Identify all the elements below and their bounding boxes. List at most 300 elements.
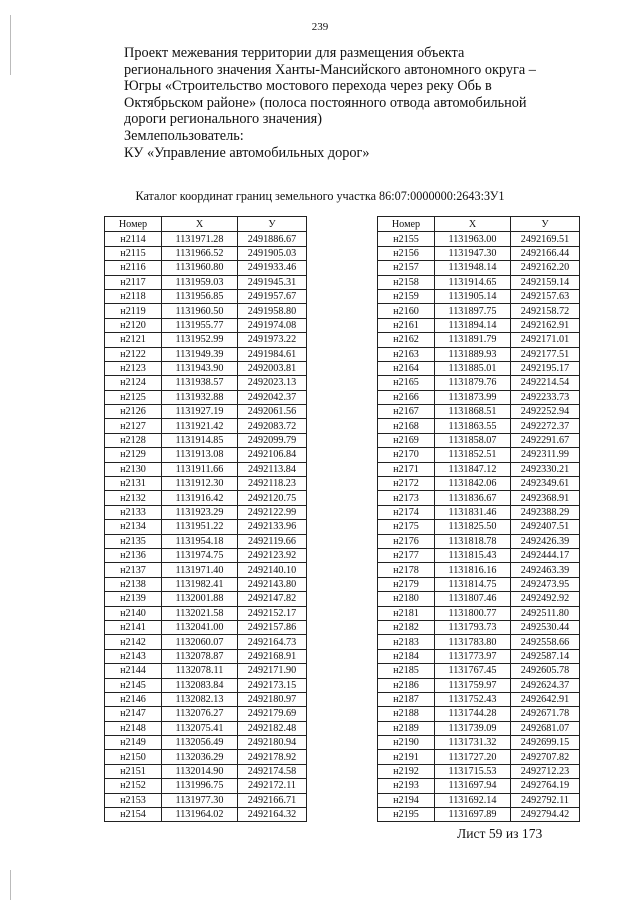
- point-number: н2138: [105, 577, 162, 591]
- table-row: [105, 232, 307, 246]
- x-coordinate: 1131959.03: [162, 275, 238, 289]
- x-coordinate: 1131759.97: [435, 678, 511, 692]
- point-number: н2170: [378, 448, 435, 462]
- title-line: Проект межевания территории для размещения объекта: [124, 45, 465, 61]
- table-row: [105, 505, 307, 519]
- point-number: н2155: [378, 232, 435, 246]
- table-row: [105, 548, 307, 562]
- table-row: [105, 304, 307, 318]
- x-coordinate: 1132060.07: [162, 635, 238, 649]
- point-number: н2189: [378, 721, 435, 735]
- point-number: н2158: [378, 275, 435, 289]
- table-row: [378, 462, 580, 476]
- x-coordinate: 1131697.89: [435, 808, 511, 822]
- table-row: [378, 606, 580, 620]
- point-number: н2116: [105, 261, 162, 275]
- table-row: [105, 491, 307, 505]
- header-number: Номер: [105, 217, 162, 232]
- y-coordinate: 2492642.91: [511, 692, 580, 706]
- y-coordinate: 2492143.80: [238, 577, 307, 591]
- point-number: н2183: [378, 635, 435, 649]
- point-number: н2125: [105, 390, 162, 404]
- point-number: н2157: [378, 261, 435, 275]
- point-number: н2188: [378, 707, 435, 721]
- y-coordinate: 2492164.73: [238, 635, 307, 649]
- point-number: н2149: [105, 736, 162, 750]
- table-row: [378, 577, 580, 591]
- point-number: н2184: [378, 649, 435, 663]
- table-row: [105, 246, 307, 260]
- table-header-row: [105, 217, 307, 232]
- point-number: н2135: [105, 534, 162, 548]
- title-line: Октябрьском районе» (полоса постоянного отвода автомобильной: [124, 94, 527, 111]
- table-row: [378, 750, 580, 764]
- table-row: [378, 678, 580, 692]
- point-number: н2187: [378, 692, 435, 706]
- point-number: н2153: [105, 793, 162, 807]
- table-row: [378, 520, 580, 534]
- point-number: н2119: [105, 304, 162, 318]
- point-number: н2118: [105, 289, 162, 303]
- y-coordinate: 2492311.99: [511, 448, 580, 462]
- y-coordinate: 2491958.80: [238, 304, 307, 318]
- y-coordinate: 2492444.17: [511, 548, 580, 562]
- y-coordinate: 2492605.78: [511, 664, 580, 678]
- x-coordinate: 1132083.84: [162, 678, 238, 692]
- table-row: [105, 318, 307, 332]
- point-number: н2190: [378, 736, 435, 750]
- x-coordinate: 1131948.14: [435, 261, 511, 275]
- y-coordinate: 2492162.91: [511, 318, 580, 332]
- x-coordinate: 1132041.00: [162, 620, 238, 634]
- table-row: [105, 390, 307, 404]
- point-number: н2142: [105, 635, 162, 649]
- x-coordinate: 1131894.14: [435, 318, 511, 332]
- table-row: [105, 520, 307, 534]
- y-coordinate: 2492179.69: [238, 707, 307, 721]
- y-coordinate: 2492157.63: [511, 289, 580, 303]
- table-row: [105, 664, 307, 678]
- y-coordinate: 2492388.29: [511, 505, 580, 519]
- table-row: [105, 477, 307, 491]
- table-row: [105, 376, 307, 390]
- point-number: н2150: [105, 750, 162, 764]
- point-number: н2178: [378, 563, 435, 577]
- point-number: н2182: [378, 620, 435, 634]
- x-coordinate: 1131952.99: [162, 333, 238, 347]
- point-number: н2163: [378, 347, 435, 361]
- y-coordinate: 2492172.11: [238, 779, 307, 793]
- y-coordinate: 2492178.92: [238, 750, 307, 764]
- y-coordinate: 2492624.37: [511, 678, 580, 692]
- x-coordinate: 1131852.51: [435, 448, 511, 462]
- x-coordinate: 1131914.85: [162, 433, 238, 447]
- table-row: [378, 592, 580, 606]
- y-coordinate: 2491957.67: [238, 289, 307, 303]
- table-row: [105, 592, 307, 606]
- x-coordinate: 1131971.40: [162, 563, 238, 577]
- y-coordinate: 2492003.81: [238, 361, 307, 375]
- table-row: [378, 491, 580, 505]
- header-y: У: [238, 217, 307, 232]
- table-row: [378, 361, 580, 375]
- point-number: н2181: [378, 606, 435, 620]
- point-number: н2160: [378, 304, 435, 318]
- coordinates-table-right: [377, 216, 580, 822]
- y-coordinate: 2492473.95: [511, 577, 580, 591]
- point-number: н2130: [105, 462, 162, 476]
- y-coordinate: 2492042.37: [238, 390, 307, 404]
- point-number: н2167: [378, 405, 435, 419]
- table-row: [105, 764, 307, 778]
- x-coordinate: 1131879.76: [435, 376, 511, 390]
- y-coordinate: 2492106.84: [238, 448, 307, 462]
- y-coordinate: 2492113.84: [238, 462, 307, 476]
- table-row: [378, 563, 580, 577]
- y-coordinate: 2492166.71: [238, 793, 307, 807]
- x-coordinate: 1132078.87: [162, 649, 238, 663]
- table-row: [378, 419, 580, 433]
- x-coordinate: 1131889.93: [435, 347, 511, 361]
- table-row: [378, 534, 580, 548]
- y-coordinate: 2491933.46: [238, 261, 307, 275]
- y-coordinate: 2492252.94: [511, 405, 580, 419]
- y-coordinate: 2492330.21: [511, 462, 580, 476]
- point-number: н2159: [378, 289, 435, 303]
- point-number: н2162: [378, 333, 435, 347]
- y-coordinate: 2492699.15: [511, 736, 580, 750]
- table-row: [105, 433, 307, 447]
- x-coordinate: 1131938.57: [162, 376, 238, 390]
- table-row: [105, 678, 307, 692]
- y-coordinate: 2492140.10: [238, 563, 307, 577]
- x-coordinate: 1131816.16: [435, 563, 511, 577]
- y-coordinate: 2492147.82: [238, 592, 307, 606]
- x-coordinate: 1132014.90: [162, 764, 238, 778]
- table-row: [105, 361, 307, 375]
- table-row: [378, 793, 580, 807]
- point-number: н2115: [105, 246, 162, 260]
- point-number: н2129: [105, 448, 162, 462]
- land-user-label: Землепользователь:: [124, 127, 244, 144]
- table-row: [105, 707, 307, 721]
- sheet-footer: Лист 59 из 173: [457, 826, 543, 841]
- x-coordinate: 1131727.20: [435, 750, 511, 764]
- point-number: н2128: [105, 433, 162, 447]
- table-header-row: [378, 217, 580, 232]
- point-number: н2177: [378, 548, 435, 562]
- header-number: Номер: [378, 217, 435, 232]
- x-coordinate: 1131954.18: [162, 534, 238, 548]
- x-coordinate: 1131949.39: [162, 347, 238, 361]
- table-row: [105, 779, 307, 793]
- point-number: н2173: [378, 491, 435, 505]
- table-row: [378, 721, 580, 735]
- x-coordinate: 1131825.50: [435, 520, 511, 534]
- y-coordinate: 2492681.07: [511, 721, 580, 735]
- y-coordinate: 2491905.03: [238, 246, 307, 260]
- point-number: н2136: [105, 548, 162, 562]
- point-number: н2191: [378, 750, 435, 764]
- header-y: У: [511, 217, 580, 232]
- y-coordinate: 2492169.51: [511, 232, 580, 246]
- x-coordinate: 1131923.29: [162, 505, 238, 519]
- x-coordinate: 1131927.19: [162, 405, 238, 419]
- y-coordinate: 2492794.42: [511, 808, 580, 822]
- point-number: н2124: [105, 376, 162, 390]
- y-coordinate: 2492023.13: [238, 376, 307, 390]
- point-number: н2121: [105, 333, 162, 347]
- table-row: [105, 419, 307, 433]
- table-row: [105, 649, 307, 663]
- point-number: н2180: [378, 592, 435, 606]
- y-coordinate: 2491945.31: [238, 275, 307, 289]
- table-row: [378, 707, 580, 721]
- coordinates-table-left: [104, 216, 307, 822]
- table-row: [105, 692, 307, 706]
- point-number: н2195: [378, 808, 435, 822]
- point-number: н2154: [105, 808, 162, 822]
- point-number: н2133: [105, 505, 162, 519]
- table-row: [105, 606, 307, 620]
- point-number: н2172: [378, 477, 435, 491]
- x-coordinate: 1131951.22: [162, 520, 238, 534]
- y-coordinate: 2492368.91: [511, 491, 580, 505]
- y-coordinate: 2492171.01: [511, 333, 580, 347]
- x-coordinate: 1131873.99: [435, 390, 511, 404]
- y-coordinate: 2492233.73: [511, 390, 580, 404]
- point-number: н2179: [378, 577, 435, 591]
- y-coordinate: 2492492.92: [511, 592, 580, 606]
- table-row: [378, 376, 580, 390]
- y-coordinate: 2492159.14: [511, 275, 580, 289]
- point-number: н2192: [378, 764, 435, 778]
- x-coordinate: 1131913.08: [162, 448, 238, 462]
- table-row: [378, 692, 580, 706]
- y-coordinate: 2492272.37: [511, 419, 580, 433]
- x-coordinate: 1131783.80: [435, 635, 511, 649]
- table-row: [378, 289, 580, 303]
- point-number: н2156: [378, 246, 435, 260]
- x-coordinate: 1131731.32: [435, 736, 511, 750]
- point-number: н2175: [378, 520, 435, 534]
- table-row: [378, 635, 580, 649]
- table-row: [378, 477, 580, 491]
- table-row: [105, 462, 307, 476]
- x-coordinate: 1131744.28: [435, 707, 511, 721]
- x-coordinate: 1131956.85: [162, 289, 238, 303]
- y-coordinate: 2492171.90: [238, 664, 307, 678]
- y-coordinate: 2492157.86: [238, 620, 307, 634]
- y-coordinate: 2491973.22: [238, 333, 307, 347]
- point-number: н2140: [105, 606, 162, 620]
- table-row: [378, 664, 580, 678]
- table-row: [378, 232, 580, 246]
- y-coordinate: 2492407.51: [511, 520, 580, 534]
- point-number: н2193: [378, 779, 435, 793]
- point-number: н2151: [105, 764, 162, 778]
- point-number: н2186: [378, 678, 435, 692]
- table-row: [378, 405, 580, 419]
- y-coordinate: 2492530.44: [511, 620, 580, 634]
- x-coordinate: 1132078.11: [162, 664, 238, 678]
- table-row: [105, 534, 307, 548]
- x-coordinate: 1131891.79: [435, 333, 511, 347]
- x-coordinate: 1132082.13: [162, 692, 238, 706]
- y-coordinate: 2492764.19: [511, 779, 580, 793]
- table-row: [105, 793, 307, 807]
- x-coordinate: 1131752.43: [435, 692, 511, 706]
- point-number: н2165: [378, 376, 435, 390]
- table-row: [378, 548, 580, 562]
- table-row: [378, 390, 580, 404]
- point-number: н2164: [378, 361, 435, 375]
- x-coordinate: 1131697.94: [435, 779, 511, 793]
- x-coordinate: 1131815.43: [435, 548, 511, 562]
- table-row: [105, 448, 307, 462]
- point-number: н2137: [105, 563, 162, 577]
- y-coordinate: 2491984.61: [238, 347, 307, 361]
- x-coordinate: 1131692.14: [435, 793, 511, 807]
- y-coordinate: 2492061.56: [238, 405, 307, 419]
- y-coordinate: 2492177.51: [511, 347, 580, 361]
- x-coordinate: 1131963.00: [435, 232, 511, 246]
- y-coordinate: 2492120.75: [238, 491, 307, 505]
- point-number: н2168: [378, 419, 435, 433]
- table-row: [378, 620, 580, 634]
- y-coordinate: 2492122.99: [238, 505, 307, 519]
- point-number: н2166: [378, 390, 435, 404]
- y-coordinate: 2492164.32: [238, 808, 307, 822]
- point-number: н2141: [105, 620, 162, 634]
- x-coordinate: 1131836.67: [435, 491, 511, 505]
- y-coordinate: 2492173.15: [238, 678, 307, 692]
- point-number: н2194: [378, 793, 435, 807]
- point-number: н2176: [378, 534, 435, 548]
- y-coordinate: 2492166.44: [511, 246, 580, 260]
- x-coordinate: 1131921.42: [162, 419, 238, 433]
- point-number: н2145: [105, 678, 162, 692]
- table-row: [105, 405, 307, 419]
- x-coordinate: 1132056.49: [162, 736, 238, 750]
- point-number: н2123: [105, 361, 162, 375]
- y-coordinate: 2492195.17: [511, 361, 580, 375]
- y-coordinate: 2492671.78: [511, 707, 580, 721]
- table-row: [378, 808, 580, 822]
- title-line: дороги регионального значения): [124, 111, 323, 128]
- y-coordinate: 2492162.20: [511, 261, 580, 275]
- y-coordinate: 2492587.14: [511, 649, 580, 663]
- x-coordinate: 1131955.77: [162, 318, 238, 332]
- x-coordinate: 1132001.88: [162, 592, 238, 606]
- table-row: [378, 649, 580, 663]
- land-user-name: КУ «Управление автомобильных дорог»: [124, 144, 370, 161]
- x-coordinate: 1131863.55: [435, 419, 511, 433]
- table-row: [105, 347, 307, 361]
- y-coordinate: 2492511.80: [511, 606, 580, 620]
- x-coordinate: 1131960.50: [162, 304, 238, 318]
- title-line: регионального значения Ханты-Мансийского автономного округа –: [124, 61, 536, 78]
- x-coordinate: 1131966.52: [162, 246, 238, 260]
- table-row: [105, 333, 307, 347]
- x-coordinate: 1131932.88: [162, 390, 238, 404]
- y-coordinate: 2492558.66: [511, 635, 580, 649]
- table-row: [378, 347, 580, 361]
- x-coordinate: 1131793.73: [435, 620, 511, 634]
- x-coordinate: 1131773.97: [435, 649, 511, 663]
- table-row: [105, 721, 307, 735]
- x-coordinate: 1131842.06: [435, 477, 511, 491]
- y-coordinate: 2492099.79: [238, 433, 307, 447]
- point-number: н2148: [105, 721, 162, 735]
- x-coordinate: 1132021.58: [162, 606, 238, 620]
- table-row: [378, 318, 580, 332]
- y-coordinate: 2492174.58: [238, 764, 307, 778]
- point-number: н2131: [105, 477, 162, 491]
- point-number: н2127: [105, 419, 162, 433]
- table-row: [105, 736, 307, 750]
- y-coordinate: 2492707.82: [511, 750, 580, 764]
- point-number: н2161: [378, 318, 435, 332]
- point-number: н2139: [105, 592, 162, 606]
- y-coordinate: 2491974.08: [238, 318, 307, 332]
- x-coordinate: 1131996.75: [162, 779, 238, 793]
- y-coordinate: 2492463.39: [511, 563, 580, 577]
- x-coordinate: 1131831.46: [435, 505, 511, 519]
- point-number: н2185: [378, 664, 435, 678]
- x-coordinate: 1131807.46: [435, 592, 511, 606]
- table-row: [378, 764, 580, 778]
- y-coordinate: 2492133.96: [238, 520, 307, 534]
- point-number: н2114: [105, 232, 162, 246]
- y-coordinate: 2492168.91: [238, 649, 307, 663]
- table-row: [378, 779, 580, 793]
- table-row: [105, 750, 307, 764]
- x-coordinate: 1131897.75: [435, 304, 511, 318]
- table-row: [378, 275, 580, 289]
- point-number: н2171: [378, 462, 435, 476]
- y-coordinate: 2492180.97: [238, 692, 307, 706]
- x-coordinate: 1131964.02: [162, 808, 238, 822]
- y-coordinate: 2492083.72: [238, 419, 307, 433]
- y-coordinate: 2492792.11: [511, 793, 580, 807]
- x-coordinate: 1131974.75: [162, 548, 238, 562]
- table-row: [378, 304, 580, 318]
- point-number: н2146: [105, 692, 162, 706]
- x-coordinate: 1131960.80: [162, 261, 238, 275]
- y-coordinate: 2492118.23: [238, 477, 307, 491]
- x-coordinate: 1131977.30: [162, 793, 238, 807]
- point-number: н2144: [105, 664, 162, 678]
- point-number: н2169: [378, 433, 435, 447]
- table-row: [378, 333, 580, 347]
- x-coordinate: 1131947.30: [435, 246, 511, 260]
- table-row: [105, 577, 307, 591]
- point-number: н2132: [105, 491, 162, 505]
- scan-margin-mark: [10, 870, 11, 900]
- document-title: [124, 45, 594, 161]
- x-coordinate: 1131905.14: [435, 289, 511, 303]
- title-line: Югры «Строительство мостового перехода через реку Обь в: [124, 78, 492, 95]
- y-coordinate: 2492426.39: [511, 534, 580, 548]
- x-coordinate: 1131914.65: [435, 275, 511, 289]
- header-x: X: [435, 217, 511, 232]
- x-coordinate: 1132036.29: [162, 750, 238, 764]
- y-coordinate: 2492291.67: [511, 433, 580, 447]
- x-coordinate: 1132075.41: [162, 721, 238, 735]
- y-coordinate: 2492152.17: [238, 606, 307, 620]
- x-coordinate: 1131911.66: [162, 462, 238, 476]
